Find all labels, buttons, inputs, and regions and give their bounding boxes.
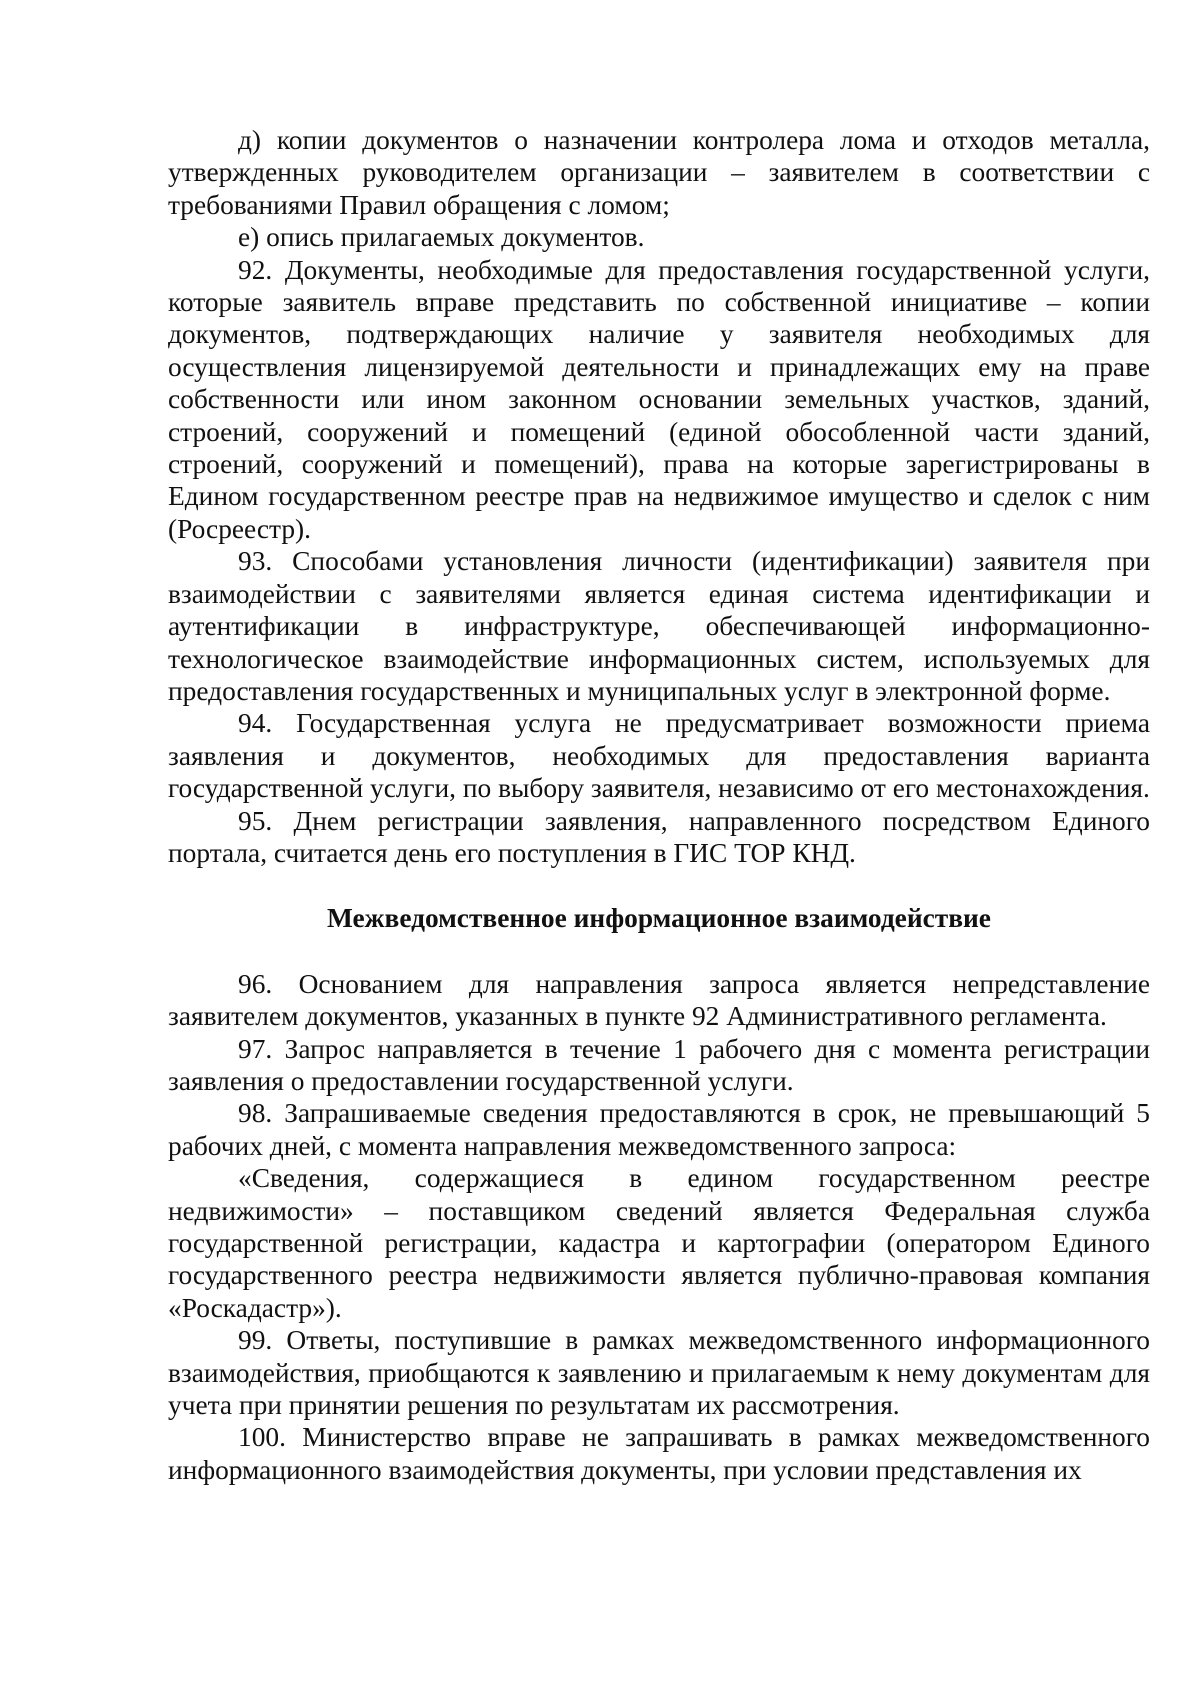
paragraph-text: Государственная услуга не предусматривает возможности приема заявления и документов, необходимых для предоставления варианта государственной услуги, по выбору заявителя, независимо от его местонахождения. [168, 708, 1150, 804]
paragraph-text: е) опись прилагаемых документов. [238, 222, 645, 253]
paragraph-text: Основанием для направления запроса является непредставление заявителем документов, указанных в пункте 92 Административного регламента. [168, 968, 1150, 1032]
paragraph-text: Ответы, поступившие в рамках межведомственного информационного взаимодействия, приобщаются к заявлению и прилагаемым к нему документам для учета при принятии решения по результатам их рассмотрения. [168, 1325, 1150, 1421]
paragraph-94 [168, 707, 1150, 804]
paragraph-99 [168, 1324, 1150, 1421]
paragraph-98-detail [168, 1162, 1150, 1324]
paragraph-text: Способами установления личности (идентификации) заявителя при взаимодействии с заявителями является единая система идентификации и аутентификации в инфраструктуре, обеспечивающей информационно-технологическое взаимодействие информационных систем, используемых для предоставления государственных и муниципальных услуг в электронной форме. [168, 546, 1150, 706]
paragraph-number: 92. [238, 254, 273, 285]
paragraph-text: Запрос направляется в течение 1 рабочего дня с момента регистрации заявления о предоставлении государственной услуги. [168, 1033, 1150, 1096]
paragraph-text: Днем регистрации заявления, направленного посредством Единого портала, считается день его поступления в ГИС ТОР КНД. [168, 805, 1150, 868]
paragraph-number: 100. [238, 1422, 286, 1453]
paragraph-98 [168, 1097, 1150, 1162]
paragraph-d [168, 124, 1150, 221]
paragraph-number: 96. [238, 968, 273, 999]
paragraph-100 [168, 1421, 1150, 1486]
paragraph-number: 98. [238, 1098, 273, 1129]
paragraph-95 [168, 805, 1150, 870]
paragraph-number: 93. [238, 546, 273, 577]
paragraph-e [168, 221, 1150, 253]
paragraph-97 [168, 1033, 1150, 1098]
paragraph-text: д) копии документов о назначении контролера лома и отходов металла, утвержденных руководителем организации – заявителем в соответствии с требованиями Правил обращения с ломом; [168, 125, 1150, 220]
paragraph-number: 97. [238, 1033, 273, 1064]
document-page [168, 124, 1150, 1486]
section-heading: Межведомственное информационное взаимодействие [327, 903, 991, 934]
paragraph-text: «Сведения, содержащиеся в едином государственном реестре недвижимости» – поставщиком сведений является Федеральная служба государственной регистрации, кадастра и картографии (оператором Единого государственного реестра недвижимости является публично-правовая компания «Роскадастр»). [168, 1163, 1150, 1323]
paragraph-96 [168, 968, 1150, 1033]
paragraph-text: Документы, необходимые для предоставления государственной услуги, которые заявитель вправе представить по собственной инициативе – копии документов, подтверждающих наличие у заявителя необходимых для осуществления лицензируемой деятельности и принадлежащих ему на праве собственности или ином законном основании земельных участков, зданий, строений, сооружений и помещений (единой обособленной части зданий, строений, сооружений и помещений), права на которые зарегистрированы в Едином государственном реестре прав на недвижимое имущество и сделок с ним (Росреестр). [168, 254, 1150, 544]
paragraph-number: 94. [238, 708, 273, 739]
paragraph-text: Министерство вправе не запрашивать в рамках межведомственного информационного взаимодействия документы, при условии представления их [168, 1422, 1150, 1485]
paragraph-93 [168, 545, 1150, 707]
paragraph-92 [168, 254, 1150, 546]
paragraph-text: Запрашиваемые сведения предоставляются в срок, не превышающий 5 рабочих дней, с момента направления межведомственного запроса: [168, 1098, 1150, 1161]
paragraph-number: 95. [238, 805, 273, 836]
paragraph-number: 99. [238, 1325, 273, 1356]
